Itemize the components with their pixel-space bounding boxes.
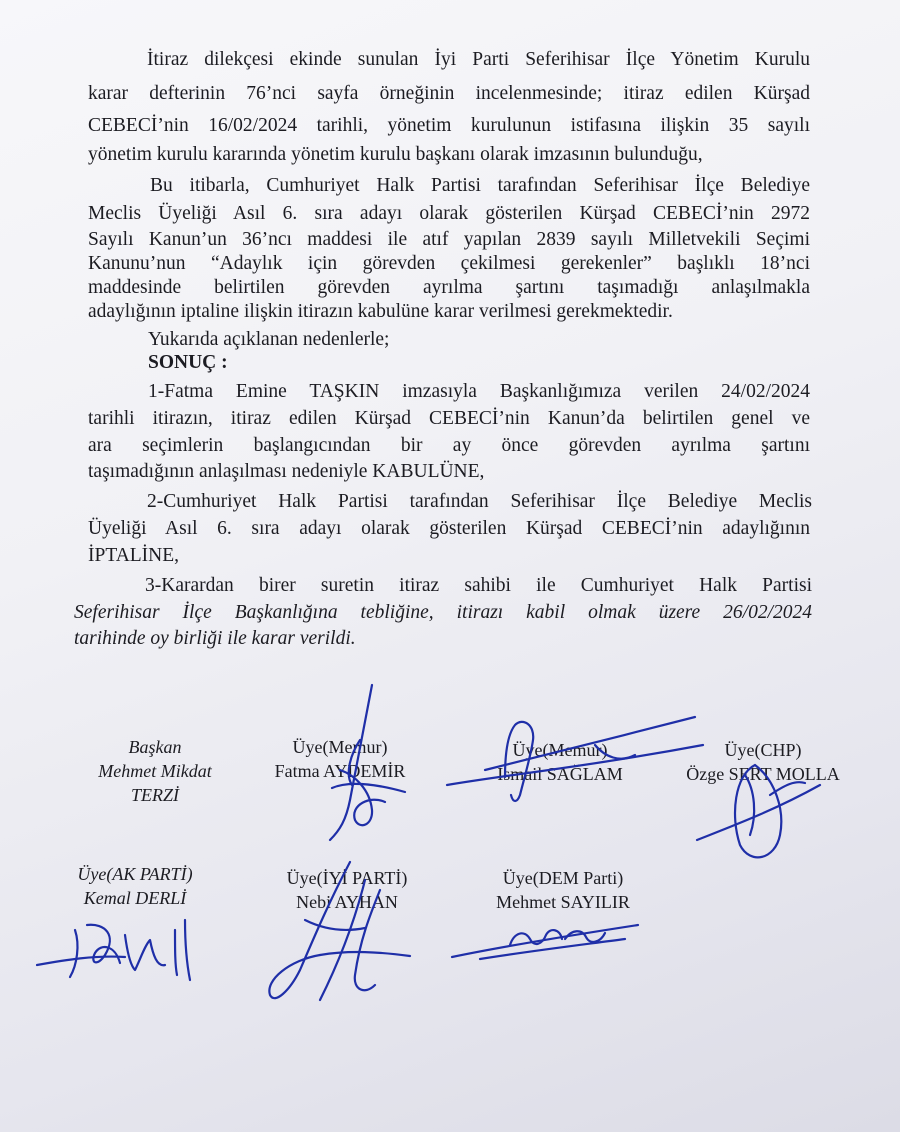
signature-sert-molla [695,755,825,865]
signatory-name: Nebi AYHAN [296,892,398,912]
signatory-baskan [70,735,240,807]
text-line: 1-Fatma Emine TAŞKIN imzasıyla Başkanlığımıza verilen 24/02/2024 [148,381,810,402]
section-heading: SONUÇ : [148,352,228,373]
text-line: Kanunu’nun “Adaylık için görevden çekilmesi gerekenler” başlıklı 18’nci [88,253,810,274]
text-line: maddesinde belirtilen görevden ayrılma şartını taşımadığı anlaşılmakla [88,277,810,298]
signature-ayhan [260,860,430,1010]
text-line: Yukarıda açıklanan nedenlerle; [148,329,390,350]
signatory-role: Üye(Memur) [512,740,608,760]
signatory-name: TERZİ [130,785,179,805]
signatory-role: Başkan [128,737,182,757]
text-line: CEBECİ’nin 16/02/2024 tarihli, yönetim kurulunun istifasına ilişkin 35 sayılı [88,115,810,136]
signature-aydemir [310,680,420,850]
signatory-role: Üye(Memur) [292,737,388,757]
text-line: İPTALİNE, [88,545,180,566]
signatory-role: Üye(AK PARTİ) [77,864,193,884]
text-line: 2-Cumhuriyet Halk Partisi tarafından Seferihisar İlçe Belediye Meclis [147,491,812,512]
text-line: ara seçimlerin başlangıcından bir ay önce görevden ayrılma şartını [88,435,810,456]
signature-sayilir [450,915,640,965]
signatory-uye-dem-parti [468,866,658,914]
text-line: Üyeliği Asıl 6. sıra adayı olarak gösterilen Kürşad CEBECİ’nin adaylığının [88,518,810,539]
text-line: İtiraz dilekçesi ekinde sunulan İyi Parti Seferihisar İlçe Yönetim Kurulu [147,49,810,70]
signatory-name: Mehmet Mikdat [98,761,212,781]
text-line: Meclis Üyeliği Asıl 6. sıra adayı olarak gösterilen Kürşad CEBECİ’nin 2972 [88,203,810,224]
signatory-role: Üye(CHP) [724,740,802,760]
signatory-uye-ak-parti [50,862,220,910]
text-line: tarihli itirazın, itiraz edilen Kürşad CEBECİ’nin Kanun’da belirtilen genel ve [88,408,810,429]
text-line: taşımadığının anlaşılması nedeniyle KABULÜNE, [88,461,485,482]
signature-saglam [445,715,705,805]
signatory-name: Kemal DERLİ [83,888,187,908]
signatory-role: Üye(İYİ PARTİ) [286,868,408,888]
signature-derli [35,905,210,985]
signatory-name: Mehmet SAYILIR [496,892,630,912]
signatory-name: Özge SERT MOLLA [686,764,840,784]
signatory-name: Fatma AYDEMİR [274,761,406,781]
text-line: karar defterinin 76’nci sayfa örneğinin incelenmesinde; itiraz edilen Kürşad [88,83,810,104]
text-line: 3-Karardan birer suretin itiraz sahibi ile Cumhuriyet Halk Partisi [145,575,812,596]
signatory-role: Üye(DEM Parti) [502,868,624,888]
text-line: yönetim kurulu kararında yönetim kurulu başkanı olarak imzasının bulunduğu, [88,144,703,165]
text-line: Seferihisar İlçe Başkanlığına tebliğine, itirazı kabil olmak üzere 26/02/2024 [74,602,812,623]
signatory-name: İsmail SAĞLAM [497,764,623,784]
text-line: Bu itibarla, Cumhuriyet Halk Partisi tarafından Seferihisar İlçe Belediye [150,175,810,196]
text-line: tarihinde oy birliği ile karar verildi. [74,628,356,649]
text-line: Sayılı Kanun’un 36’ncı maddesi ile atıf yapılan 2839 sayılı Milletvekili Seçimi [88,229,810,250]
text-line: adaylığının iptaline ilişkin itirazın kabulüne karar verilmesi gerekmektedir. [88,301,673,322]
